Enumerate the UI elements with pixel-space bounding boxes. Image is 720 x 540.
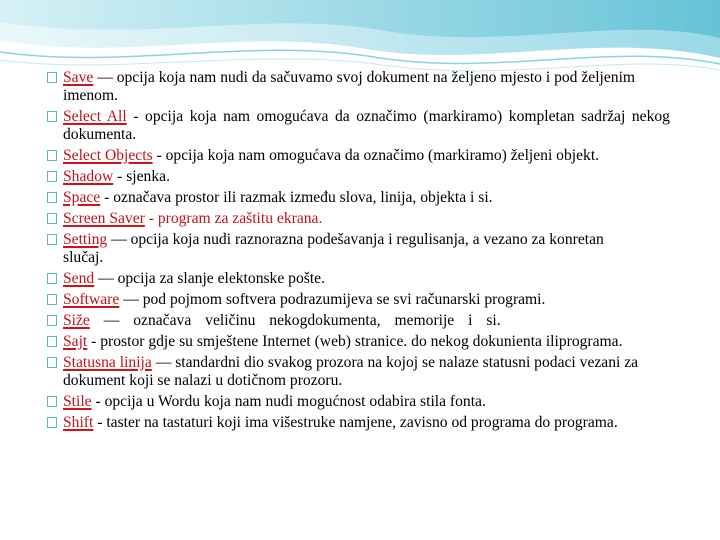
square-bullet-icon bbox=[47, 396, 57, 407]
definition: — standardni dio svakog prozora na kojoj se nalaze statusni podaci vezani za dokument koji se nalazi u dotičnom prozoru. bbox=[63, 354, 639, 389]
definition: — opcija koja nudi raznorazna podešavanja i regulisanja, a vezano za konretan slučaj. bbox=[63, 231, 604, 266]
definition: - taster na tastaturi koji ima višestruke namjene, zavisno od programa do programa. bbox=[93, 414, 618, 431]
definition: - označava prostor ili razmak između slova, linija, objekta i si. bbox=[100, 189, 493, 206]
definition: - prostor gdje su smještene Internet (web) stranice. do nekog dokunienta iliprograma. bbox=[87, 333, 623, 350]
definition: — pod pojmom softvera podrazumijeva se svi računarski programi. bbox=[119, 291, 546, 308]
list-item bbox=[46, 312, 670, 330]
definition: — opcija za slanje elektonske pošte. bbox=[94, 270, 325, 287]
square-bullet-icon bbox=[47, 315, 57, 326]
square-bullet-icon bbox=[47, 72, 57, 83]
term-send: Send bbox=[63, 270, 95, 287]
definition: - opcija koja nam omogućava da označimo (markiramo) kompletan sadržaj nekog dokumenta. bbox=[63, 108, 670, 143]
definition: — označava veličinu nekogdokumenta, memorije i si. bbox=[89, 312, 501, 329]
header-wave-decoration bbox=[0, 0, 720, 80]
list-item bbox=[46, 168, 670, 186]
square-bullet-icon bbox=[47, 294, 57, 305]
term-sajt: Sajt bbox=[63, 333, 88, 350]
list-item bbox=[46, 291, 670, 309]
list-item bbox=[46, 333, 670, 351]
term-setting: Setting bbox=[63, 231, 108, 248]
list-item bbox=[46, 354, 670, 390]
list-item bbox=[46, 414, 670, 432]
term-stile: Stile bbox=[63, 393, 92, 410]
list-item bbox=[46, 189, 670, 207]
square-bullet-icon bbox=[47, 336, 57, 347]
definition: - opcija koja nam omogućava da označimo (markiramo) željeni objekt. bbox=[152, 147, 600, 164]
square-bullet-icon bbox=[47, 234, 57, 245]
list-item bbox=[46, 231, 670, 267]
definition: - sjenka. bbox=[113, 168, 170, 185]
definition: - program za zaštitu ekrana. bbox=[144, 210, 323, 227]
term-statusna-linija: Statusna linija bbox=[63, 354, 152, 371]
term-software: Software bbox=[63, 291, 120, 308]
square-bullet-icon bbox=[47, 213, 57, 224]
square-bullet-icon bbox=[47, 357, 57, 368]
term-select-objects: Select Objects bbox=[63, 147, 153, 164]
list-item bbox=[46, 393, 670, 411]
term-space: Space bbox=[63, 189, 101, 206]
square-bullet-icon bbox=[47, 111, 57, 122]
term-save: Save bbox=[63, 69, 94, 86]
list-item bbox=[46, 270, 670, 288]
term-shadow: Shadow bbox=[63, 168, 114, 185]
term-screen-saver: Screen Saver bbox=[63, 210, 145, 227]
list-item bbox=[46, 69, 670, 105]
square-bullet-icon bbox=[47, 150, 57, 161]
definition: - opcija u Wordu koja nam nudi mogućnost odabira stila fonta. bbox=[91, 393, 486, 410]
square-bullet-icon bbox=[47, 171, 57, 182]
definition: — opcija koja nam nudi da sačuvamo svoj dokument na željeno mjesto i pod željenim imenom. bbox=[63, 69, 636, 104]
square-bullet-icon bbox=[47, 417, 57, 428]
term-select-all: Select All bbox=[63, 108, 127, 125]
list-item bbox=[46, 210, 670, 228]
square-bullet-icon bbox=[47, 273, 57, 284]
square-bullet-icon bbox=[47, 192, 57, 203]
list-item bbox=[46, 147, 670, 165]
term-shift: Shift bbox=[63, 414, 94, 431]
term-size: Siže bbox=[63, 312, 90, 329]
glossary-list bbox=[46, 69, 670, 435]
list-item bbox=[46, 108, 670, 144]
